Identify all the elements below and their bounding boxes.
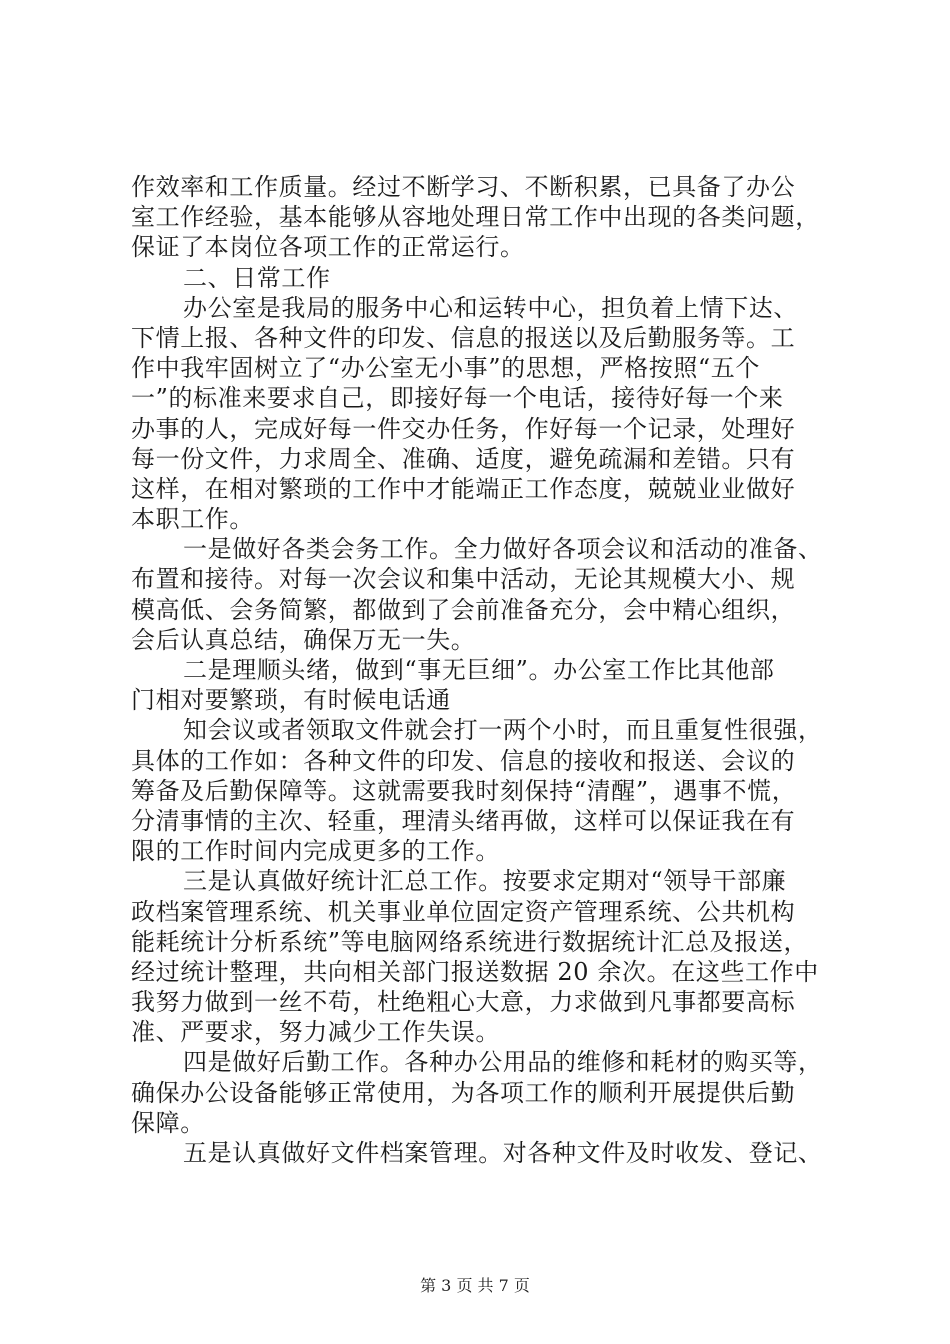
- section-heading: 二、日常工作: [183, 263, 331, 292]
- text-line: 下情上报、各种文件的印发、信息的报送以及后勤服务等。工: [131, 323, 796, 352]
- text-line: 五是认真做好文件档案管理。对各种文件及时收发、登记、: [183, 1139, 823, 1167]
- text-line: 作效率和工作质量。经过不断学习、不断积累，已具备了办公: [131, 173, 796, 201]
- text-line: 一”的标准来要求自己，即接好每一个电话，接待好每一个来: [131, 384, 784, 413]
- text-line: 二是理顺头绪，做到“事无巨细”。办公室工作比其他部: [183, 656, 775, 684]
- text-line: 布置和接待。对每一次会议和集中活动，无论其规模大小、规: [131, 565, 796, 594]
- text-line: 确保办公设备能够正常使用，为各项工作的顺利开展提供后勤: [131, 1078, 796, 1107]
- text-line: 三是认真做好统计汇总工作。按要求定期对“领导干部廉: [183, 867, 787, 896]
- text-line: 知会议或者领取文件就会打一两个小时，而且重复性很强，: [183, 716, 823, 745]
- text-line: 政档案管理系统、机关事业单位固定资产管理系统、公共机构: [131, 897, 796, 926]
- text-line: 准、严要求，努力减少工作失误。: [131, 1018, 500, 1047]
- text-line: 每一份文件，力求周全、准确、适度，避免疏漏和差错。只有: [131, 444, 796, 473]
- text-line: 具体的工作如：各种文件的印发、信息的接收和报送、会议的: [131, 746, 796, 775]
- text-line: 本职工作。: [131, 505, 254, 534]
- text-line: 一是做好各类会务工作。全力做好各项会议和活动的准备、: [183, 535, 823, 564]
- text-line: 室工作经验，基本能够从容地处理日常工作中出现的各类问题，: [131, 203, 820, 232]
- text-line: 这样，在相对繁琐的工作中才能端正工作态度，兢兢业业做好: [131, 474, 796, 503]
- text-line: 分清事情的主次、轻重，理清头绪再做，这样可以保证我在有: [131, 806, 796, 835]
- text-line: 筹备及后勤保障等。这就需要我时刻保持“清醒”，遇事不慌，: [131, 776, 797, 805]
- text-line: 办事的人，完成好每一件交办任务，作好每一个记录，处理好: [131, 414, 796, 443]
- text-line: 作中我牢固树立了“办公室无小事”的思想，严格按照“五个: [131, 354, 761, 383]
- text-line: 经过统计整理，共向相关部门报送数据 20 余次。在这些工作中: [131, 957, 819, 986]
- text-line: 门相对要繁琐，有时候电话通: [131, 686, 451, 715]
- text-line: 四是做好后勤工作。各种办公用品的维修和耗材的购买等，: [183, 1048, 823, 1077]
- text-line: 我努力做到一丝不苟，杜绝粗心大意，力求做到凡事都要高标: [131, 988, 796, 1017]
- document-body: [131, 172, 831, 1168]
- text-line: 办公室是我局的服务中心和运转中心，担负着上情下达、: [183, 293, 798, 322]
- page-footer: 第 3 页 共 7 页: [420, 1276, 530, 1295]
- text-line: 限的工作时间内完成更多的工作。: [131, 837, 500, 866]
- text-line: 会后认真总结，确保万无一失。: [131, 625, 476, 654]
- text-line: 保障。: [131, 1108, 205, 1137]
- text-line: 保证了本岗位各项工作的正常运行。: [131, 233, 525, 262]
- text-line: 模高低、会务简繁，都做到了会前准备充分，会中精心组织，: [131, 595, 796, 624]
- text-line: 能耗统计分析系统”等电脑网络系统进行数据统计汇总及报送，: [131, 927, 809, 956]
